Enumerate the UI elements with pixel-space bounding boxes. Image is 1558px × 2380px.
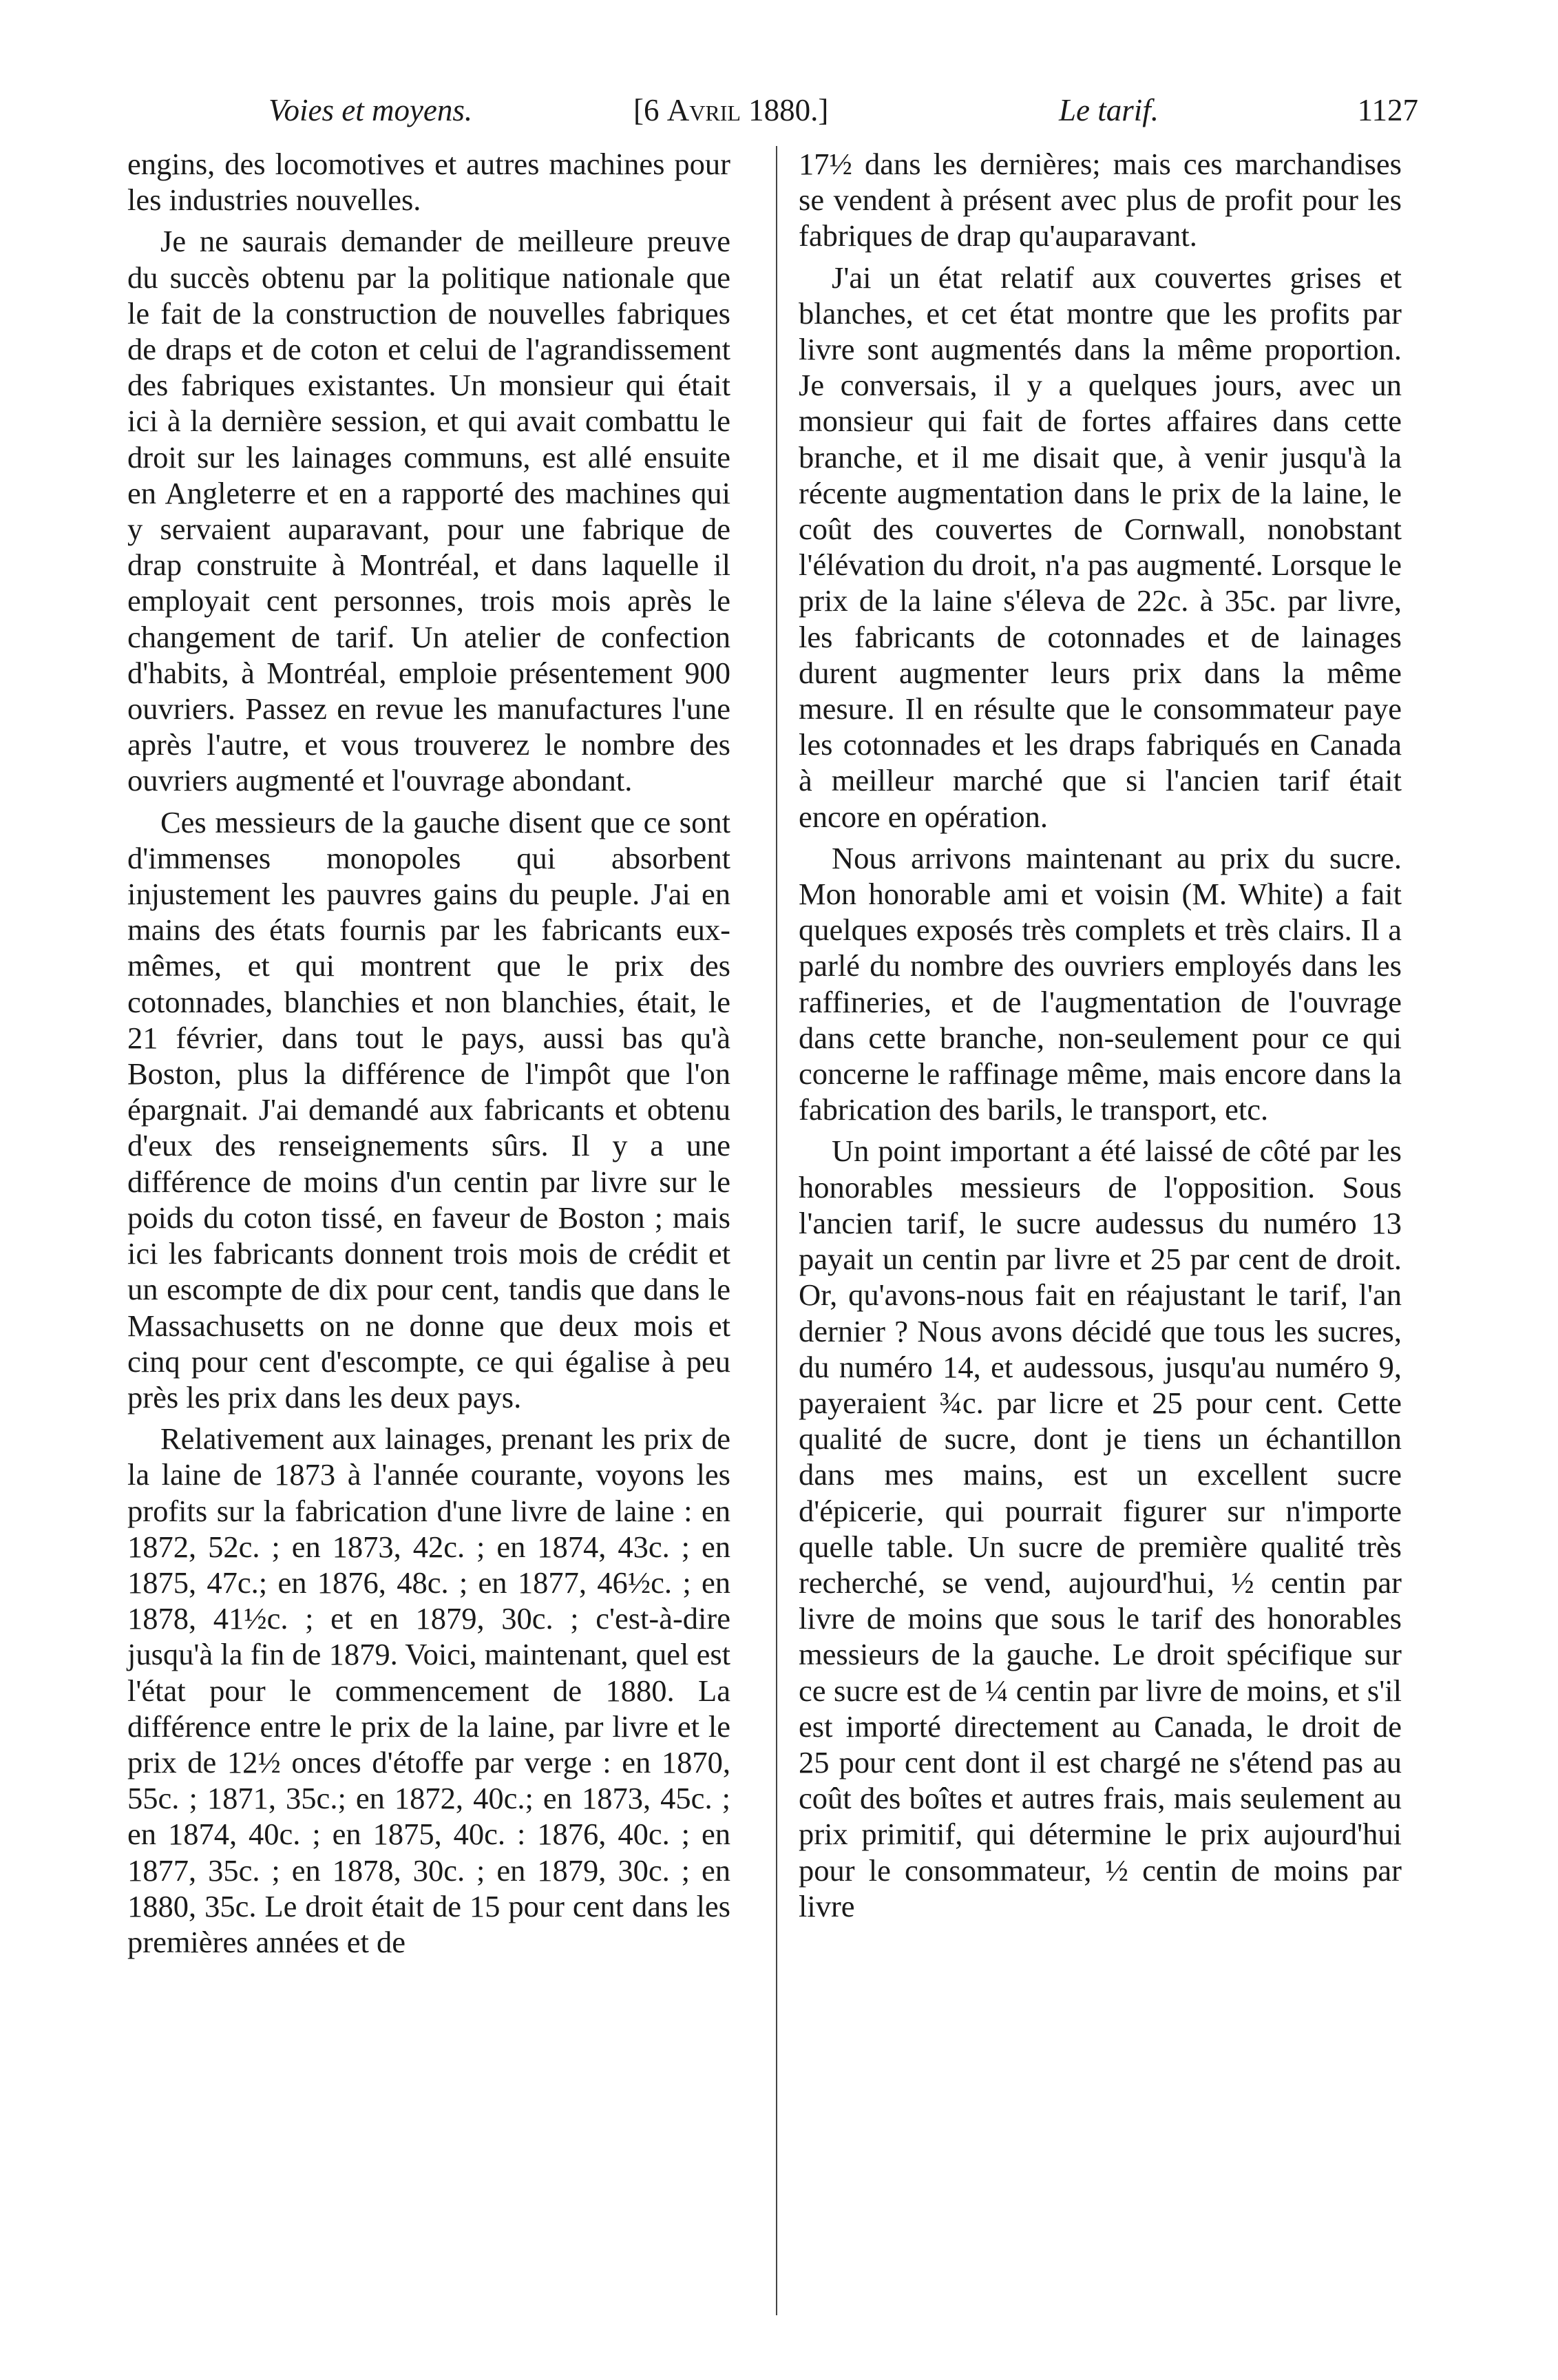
paragraph: Relativement aux lainages, prenant les prix de la laine de 1873 à l'année courante, voyons les profits sur la fabrication d'une livre de laine : en 1872, 52c. ; en 1873, 42c. ; en 1874, 43c. ; en 1875, 47c.; en 1876, 48c. ; en 1877, 46½c. ; en 1878, 41½c. ; et en 1879, 30c. ; c'est-à-dire jusqu'à la fin de 1879. Voici, maintenant, quel est l'état pour le commencement de 1880. La différence entre le prix de la laine, par livre et le prix de 12½ onces d'étoffe par verge : en 1870, 55c. ; 1871, 35c.; en 1872, 40c.; en 1873, 45c. ; en 1874, 40c. ; en 1875, 40c. : 1876, 40c. ; en 1877, 35c. ; en 1878, 30c. ; en 1879, 30c. ; en 1880, 35c. Le droit était de 15 pour cent dans les premières années et de bbox=[127, 1421, 730, 1959]
right-column bbox=[799, 146, 1402, 1930]
paragraph: J'ai un état relatif aux couvertes grises et blanches, et cet état montre que les profits par livre sont augmentés dans la même proportion. Je conversais, il y a quelques jours, avec un monsieur qui fait de fortes affaires dans cette branche, et il me disait que, à venir jusqu'à la récente augmentation dans le prix de la laine, le coût des couvertes de Cornwall, nonobstant l'élévation du droit, n'a pas augmenté. Lorsque le prix de la laine s'éleva de 22c. à 35c. par livre, les fabricants de cotonnades et de lainages durent augmenter leurs prix dans la même mesure. Il en résulte que le consommateur paye les cotonnades et les draps fabriqués en Canada à meilleur marché que si l'ancien tarif était encore en opération. bbox=[799, 260, 1402, 834]
paragraph: 17½ dans les dernières; mais ces marchandises se vendent à présent avec plus de profit pour les fabriques de drap qu'auparavant. bbox=[799, 147, 1402, 253]
date-month: Avril bbox=[666, 93, 741, 127]
paragraph: engins, des locomotives et autres machines pour les industries nouvelles. bbox=[127, 147, 730, 218]
paragraph: Un point important a été laissé de côté par les honorables messieurs de l'opposition. Sous l'ancien tarif, le sucre audessus du numéro 13 payait un centin par livre et 25 par cent de droit. Or, qu'avons-nous fait en réajustant le tarif, l'an dernier ? Nous avons décidé que tous les sucres, du numéro 14, et audessous, jusqu'au numéro 9, payeraient ¾c. par licre et 25 pour cent. Cette qualité de sucre, dont je tiens un échantillon dans mes mains, est un excellent sucre d'épicerie, qui pourrait figurer sur n'importe quelle table. Un sucre de première qualité très recherché, se vend, aujourd'hui, ½ centin par livre de moins que sous le tarif des honorables messieurs de la gauche. Le droit spécifique sur ce sucre est de ¼ centin par livre de moins, et s'il est importé directement au Canada, le droit de 25 pour cent dont il est chargé ne s'étend pas au coût des boîtes et autres frais, mais seulement au prix primitif, qui détermine le prix aujourd'hui pour le consommateur, ½ centin de moins par livre bbox=[799, 1134, 1402, 1923]
page-number: 1127 bbox=[1357, 93, 1418, 127]
section-title: Voies et moyens. bbox=[269, 93, 473, 127]
column-divider bbox=[776, 146, 777, 2315]
page-header bbox=[117, 83, 1425, 138]
paragraph: Nous arrivons maintenant au prix du sucre. Mon honorable ami et voisin (M. White) a fait quelques exposés très complets et très clairs. Il a parlé du nombre des ouvriers employés dans les raffineries, et de l'augmentation de l'ouvrage dans cette branche, non-seulement pour ce qui concerne le raffinage même, mais encore dans la fabrication des barils, le transport, etc. bbox=[799, 840, 1402, 1127]
date-close: 1880.] bbox=[740, 93, 829, 127]
session-date bbox=[633, 83, 828, 138]
paragraph: Ces messieurs de la gauche disent que ce sont d'immenses monopoles qui absorbent injustement les pauvres gains du peuple. J'ai en mains des états fournis par les fabricants eux-mêmes, et qui montrent que le prix des cotonnades, blanchies et non blanchies, était, le 21 février, dans tout le pays, aussi bas qu'à Boston, plus la différence de l'impôt que l'on épargnait. J'ai demandé aux fabricants et obtenu d'eux des renseignements sûrs. Il y a une différence de moins d'un centin par livre sur le poids du coton tissé, en faveur de Boston ; mais ici les fabricants donnent trois mois de crédit et un escompte de dix pour cent, tandis que dans le Massachusetts on ne donne que deux mois et cinq pour cent d'escompte, ce qui égalise à peu près les prix dans les deux pays. bbox=[127, 804, 730, 1415]
left-column bbox=[127, 146, 730, 1965]
topic-title: Le tarif. bbox=[1059, 93, 1159, 127]
date-open: [6 bbox=[633, 93, 667, 127]
paragraph: Je ne saurais demander de meilleure preuve du succès obtenu par la politique nationale que le fait de la construction de nouvelles fabriques de draps et de coton et celui de l'agrandissement des fabriques existantes. Un monsieur qui était ici à la dernière session, et qui avait combattu le droit sur les lainages communs, est allé ensuite en Angleterre et en a rapporté des machines qui y servaient auparavant, pour une fabrique de drap construite à Montréal, et dans laquelle il employait cent personnes, trois mois après le changement de tarif. Un atelier de confection d'habits, à Montréal, emploie présentement 900 ouvriers. Passez en revue les manufactures l'une après l'autre, et vous trouverez le nombre des ouvriers augmenté et l'ouvrage abondant. bbox=[127, 224, 730, 798]
